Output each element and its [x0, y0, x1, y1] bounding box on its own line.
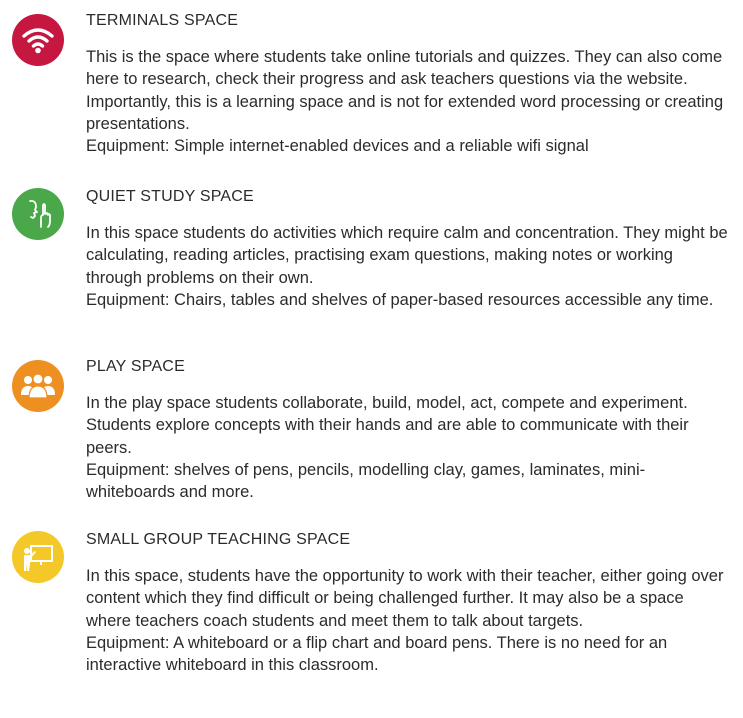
section-title: SMALL GROUP TEACHING SPACE: [86, 531, 351, 548]
section-body: [86, 222, 731, 311]
section-equipment: Equipment: A whiteboard or a flip chart and board pens. There is no need for an interactive whiteboard in this classroom.: [86, 633, 668, 675]
section-description: In this space, students have the opportunity to work with their teacher, either going over content which they find difficult or being challenged further. It may also be a space where teachers coach students and meet them to talk about targets.: [86, 567, 724, 630]
section-body: [86, 565, 731, 676]
section-description: This is the space where students take online tutorials and quizzes. They can also come here to research, check their progress and ask teachers questions via the website. Importantly, this is a learning space and is not for extended word processing or creating presentations.: [86, 48, 724, 133]
quiet-gesture-icon: [12, 188, 64, 240]
group-icon: [12, 360, 64, 412]
section-equipment: Equipment: shelves of pens, pencils, modelling clay, games, laminates, mini-whiteboards and more.: [86, 460, 646, 502]
section-description: In the play space students collaborate, build, model, act, compete and experiment. Students explore concepts with their hands and are able to communicate with their peers.: [86, 394, 689, 457]
section-description: In this space students do activities which require calm and concentration. They might be calculating, reading articles, practising exam questions, making notes or working through problems on their own.: [86, 224, 728, 287]
section-equipment: Equipment: Chairs, tables and shelves of paper-based resources accessible any time.: [86, 290, 714, 309]
section-title: QUIET STUDY SPACE: [86, 188, 254, 205]
section-body: [86, 392, 731, 503]
wifi-icon: [12, 14, 64, 66]
section-equipment: Equipment: Simple internet-enabled devices and a reliable wifi signal: [86, 137, 589, 156]
section-body: [86, 46, 731, 157]
teacher-board-icon: [12, 531, 64, 583]
section-title: TERMINALS SPACE: [86, 12, 239, 29]
section-title: PLAY SPACE: [86, 358, 185, 375]
